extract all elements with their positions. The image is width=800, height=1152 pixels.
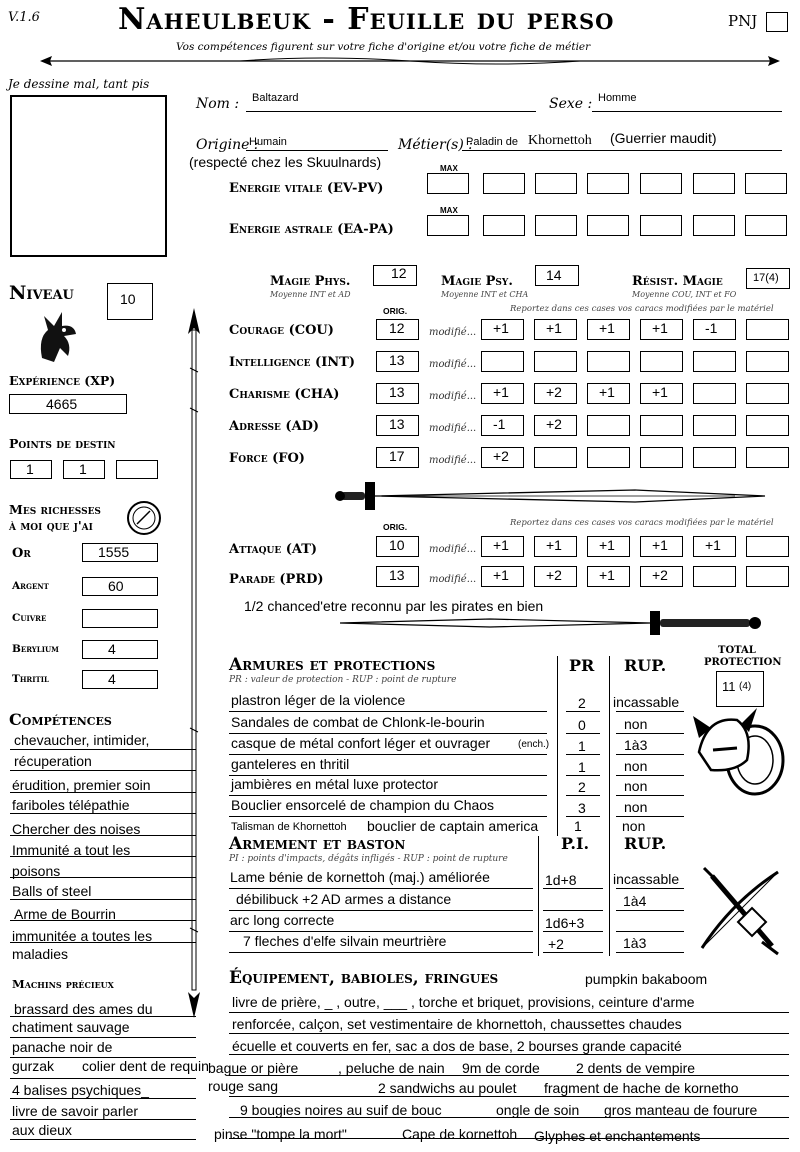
equipement-free-item: gros manteau de fourure: [604, 1102, 758, 1118]
equipement-free-item: Cape de kornettoh: [402, 1126, 518, 1142]
arme-pi-line[interactable]: [543, 888, 603, 889]
ea-box-1[interactable]: [483, 215, 525, 236]
money-label-4: Thritil: [12, 673, 49, 685]
arme-line[interactable]: [229, 952, 533, 953]
combat-mod-value-1-1: +2: [546, 567, 562, 583]
money-value-0: 1555: [98, 544, 130, 560]
ev-box-5[interactable]: [693, 173, 735, 194]
combat-mod-value-1-3: +2: [652, 567, 668, 583]
armure-rup-4: non: [624, 778, 648, 794]
armures-col-divider-2: [609, 656, 610, 836]
portrait-box[interactable]: [10, 95, 167, 257]
combat-mod-box-1-4[interactable]: [693, 566, 736, 587]
equipement-rule[interactable]: [229, 1033, 789, 1034]
carac-mod-box-2-5[interactable]: [746, 383, 789, 404]
carac-mod-value-0-1: +1: [546, 320, 562, 336]
carac-mod-box-4-3[interactable]: [640, 447, 683, 468]
money-label-2: Cuivre: [12, 612, 47, 624]
equipement-rule[interactable]: [229, 1054, 789, 1055]
arme-rup-1: 1à4: [623, 893, 647, 909]
competence-item: poisons: [12, 863, 61, 879]
equipement-free-item: fragment de hache de kornetho: [544, 1080, 739, 1096]
magie-phys-sub: Moyenne INT et AD: [270, 290, 351, 299]
equipement-title: Équipement, babioles, fringues: [229, 968, 499, 988]
carac-mod-value-2-1: +2: [546, 384, 562, 400]
metier-value-small: Paladin de: [466, 136, 518, 148]
armement-col-divider-1: [538, 836, 539, 956]
xp-value: 4665: [46, 396, 78, 412]
ev-label: Energie vitale (EV-PV): [229, 181, 384, 196]
armure-name-3: ganteleres en thritil: [231, 756, 350, 772]
combat-mod-box-1-5[interactable]: [746, 566, 789, 587]
armure-pr-line[interactable]: [566, 775, 600, 776]
competence-line[interactable]: [10, 835, 196, 836]
machins-title: Machins précieux: [12, 977, 114, 991]
carac-mod-value-0-2: +1: [599, 320, 615, 336]
ev-box-0[interactable]: [427, 173, 469, 194]
machin-line[interactable]: [10, 1119, 196, 1120]
carac-mod-box-1-4[interactable]: [693, 351, 736, 372]
carac-mod-box-1-2[interactable]: [587, 351, 630, 372]
carac-mod-box-4-1[interactable]: [534, 447, 577, 468]
weapons-icon: [692, 862, 792, 958]
carac-mod-box-3-5[interactable]: [746, 415, 789, 436]
combat-modifie-1: modifié...: [429, 574, 477, 585]
combat-label-0: Attaque (AT): [229, 542, 318, 557]
carac-mod-box-3-4[interactable]: [693, 415, 736, 436]
armure-name-0: plastron léger de la violence: [231, 692, 406, 708]
equipement-rule[interactable]: [229, 1096, 789, 1097]
arme-line[interactable]: [229, 931, 533, 932]
carac-mod-value-4-0: +2: [493, 448, 509, 464]
armement-sub: PI : points d'impacts, dégâts infligés - RUP : point de rupture: [229, 854, 508, 864]
magie-psy-label: Magie Psy.: [441, 274, 513, 289]
armure-name-1: Sandales de combat de Chlonk-le-bourin: [231, 714, 485, 730]
armure-rup-0: incassable: [613, 694, 680, 710]
ea-max-label: MAX: [440, 206, 458, 215]
sexe-label: Sexe :: [549, 96, 593, 112]
carac-mod-box-0-5[interactable]: [746, 319, 789, 340]
origine-label: Origine :: [196, 137, 259, 153]
competence-item: fariboles télépathie: [12, 797, 130, 813]
resist-magie-label: Résist. Magie: [632, 274, 723, 289]
origine-value: Humain: [249, 136, 287, 148]
combat-orig-value-0: 10: [389, 537, 405, 553]
competence-line[interactable]: [10, 856, 196, 857]
competence-item: Immunité a tout les: [12, 842, 131, 858]
dragon-icon: [34, 308, 80, 364]
arme-pi-0: 1d+8: [545, 872, 577, 888]
armure-extra-rup: non: [622, 818, 646, 834]
equipement-rule[interactable]: [229, 1012, 789, 1013]
ev-box-6[interactable]: [745, 173, 787, 194]
equipement-extra: pumpkin bakaboom: [585, 971, 708, 987]
combat-label-1: Parade (PRD): [229, 572, 324, 587]
competence-item: récuperation: [14, 753, 92, 769]
ea-label: Energie astrale (EA-PA): [229, 222, 394, 237]
ea-box-4[interactable]: [640, 215, 682, 236]
carac-mod-value-0-3: +1: [652, 320, 668, 336]
origine-note: (respecté chez les Skuulnards): [189, 154, 382, 170]
carac-mod-box-4-2[interactable]: [587, 447, 630, 468]
armure-line[interactable]: [229, 816, 547, 817]
combat-orig-label: ORIG.: [383, 522, 408, 532]
armure-rup-3: non: [624, 758, 648, 774]
niveau-label: Niveau: [9, 282, 74, 304]
combat-mod-value-0-3: +1: [652, 537, 668, 553]
ev-box-4[interactable]: [640, 173, 682, 194]
armure-pr-3: 1: [578, 759, 586, 775]
carac-mod-value-2-0: +1: [493, 384, 509, 400]
carac-mod-box-4-5[interactable]: [746, 447, 789, 468]
arme-name-2: arc long correcte: [230, 912, 335, 928]
carac-label-3: Adresse (AD): [229, 419, 320, 434]
equipement-free-item: rouge sang: [208, 1078, 279, 1094]
nom-value: Baltazard: [252, 92, 299, 104]
carac-mod-box-1-1[interactable]: [534, 351, 577, 372]
carac-label-4: Force (FO): [229, 451, 305, 466]
money-value-1: 60: [108, 578, 124, 594]
arme-line[interactable]: [229, 888, 533, 889]
armure-name-4: jambières en métal luxe protector: [231, 776, 438, 792]
spear-icon: [180, 308, 208, 1018]
carac-mod-box-3-2[interactable]: [587, 415, 630, 436]
armures-sub: PR : valeur de protection - RUP : point de rupture: [229, 675, 457, 685]
arme-rup-line[interactable]: [616, 952, 684, 953]
arme-pi-line[interactable]: [543, 910, 603, 911]
subtitle: Vos compétences figurent sur votre fiche d'origine et/ou votre fiche de métier: [176, 41, 591, 53]
carac-mod-box-1-0[interactable]: [481, 351, 524, 372]
equipement-free-item: 9 bougies noires au suif de bouc: [240, 1102, 442, 1118]
combat-modifie-0: modifié...: [429, 544, 477, 555]
armure-pr-0: 2: [578, 695, 586, 711]
arme-pi-3: +2: [548, 936, 564, 952]
arme-pi-line[interactable]: [543, 952, 603, 953]
armement-rup-header: RUP.: [624, 834, 667, 853]
armure-rup-line[interactable]: [616, 816, 684, 817]
money-box-3[interactable]: [82, 640, 158, 659]
competence-item: immunitée a toutes les: [12, 928, 153, 944]
money-label-0: Or: [12, 546, 31, 561]
equipement-free-item: ongle de soin: [496, 1102, 580, 1118]
richesses-label-2: à moi que j'ai: [9, 518, 93, 533]
competences-title: Compétences: [9, 710, 112, 729]
equipement-free-item: , peluche de nain: [338, 1060, 445, 1076]
carac-modifie-0: modifié...: [429, 327, 477, 338]
ea-box-5[interactable]: [693, 215, 735, 236]
ev-box-1[interactable]: [483, 173, 525, 194]
competence-item: chevaucher, intimider,: [14, 732, 150, 748]
carac-mod-value-3-0: -1: [493, 416, 506, 432]
destin-value-0: 1: [26, 461, 34, 477]
money-label-3: Berylium: [12, 643, 59, 655]
equipement-free-item: 2 sandwichs au poulet: [378, 1080, 517, 1096]
money-value-4: 4: [108, 671, 116, 687]
carac-mod-value-0-0: +1: [493, 320, 509, 336]
armure-extra-pr: 1: [574, 818, 582, 834]
carac-orig-value-0: 12: [389, 320, 405, 336]
ea-box-6[interactable]: [745, 215, 787, 236]
armure-extra-small: Talisman de Khornettoh: [231, 821, 347, 833]
money-value-3: 4: [108, 641, 116, 657]
armure-rup-line[interactable]: [616, 711, 684, 712]
total-protection-value: 11: [722, 679, 736, 694]
header-arrow-ornament: [40, 54, 780, 68]
ev-box-2[interactable]: [535, 173, 577, 194]
machin-item: 4 balises psychiques_: [12, 1082, 149, 1098]
machin-line[interactable]: [10, 1057, 196, 1058]
destin-label: Points de destin: [9, 436, 116, 451]
armure-pr-4: 2: [578, 779, 586, 795]
carac-orig-value-3: 13: [389, 416, 405, 432]
armures-rup-header: RUP.: [624, 656, 667, 675]
combat-mod-box-0-5[interactable]: [746, 536, 789, 557]
ea-box-3[interactable]: [587, 215, 629, 236]
armure-pr-line[interactable]: [566, 816, 600, 817]
competence-line[interactable]: [10, 920, 196, 921]
arme-name-0: Lame bénie de kornettoh (maj.) améliorée: [230, 869, 490, 885]
combat-mod-value-0-4: +1: [705, 537, 721, 553]
equipement-line: écuelle et couverts en fer, sac a dos de base, 2 bourses grande capacité: [232, 1038, 682, 1054]
carac-mod-value-3-1: +2: [546, 416, 562, 432]
machin-item: livre de savoir parler: [12, 1103, 139, 1119]
combat-mod-value-0-1: +1: [546, 537, 562, 553]
equipement-line: livre de prière, _ , outre, ___ , torche et briquet, provisions, ceinture d'arme: [232, 994, 695, 1010]
armure-rup-1: non: [624, 716, 648, 732]
arme-name-1: débilibuck +2 AD armes a distance: [236, 891, 452, 907]
armure-name-5: Bouclier ensorcelé de champion du Chaos: [231, 797, 495, 813]
resist-magie-value: 17(4): [753, 272, 779, 284]
armure-name-2: casque de métal confort léger et ouvrager: [231, 735, 491, 751]
competence-item: érudition, premier soin: [12, 777, 151, 793]
carac-mod-box-3-3[interactable]: [640, 415, 683, 436]
armures-pr-header: PR: [569, 656, 595, 675]
equipement-free-item: 2 dents de vempire: [576, 1060, 696, 1076]
armure-rup-line[interactable]: [616, 754, 684, 755]
destin-value-1: 1: [79, 461, 87, 477]
carac-orig-value-4: 17: [389, 448, 405, 464]
sword2-ornament-icon: [340, 608, 770, 638]
machin-line[interactable]: [10, 1078, 196, 1079]
armure-rup-line[interactable]: [616, 795, 684, 796]
pnj-label: PNJ: [728, 12, 758, 30]
competence-line[interactable]: [10, 749, 196, 750]
armure-rup-2: 1à3: [624, 737, 648, 753]
competence-item: Arme de Bourrin: [14, 906, 116, 922]
sword-ornament-icon: [335, 478, 775, 514]
metier-extra: (Guerrier maudit): [610, 130, 717, 146]
machin-item: colier dent de requin: [82, 1058, 209, 1074]
total-label-1: TOTAL: [718, 645, 756, 656]
armement-col-divider-2: [609, 836, 610, 956]
machin-line[interactable]: [10, 1098, 196, 1099]
pnj-checkbox[interactable]: [766, 12, 788, 32]
sexe-value: Homme: [598, 92, 637, 104]
carac-modifie-1: modifié...: [429, 359, 477, 370]
nom-label: Nom :: [196, 96, 240, 112]
xp-label: Expérience (XP): [9, 373, 116, 388]
total-label-2: PROTECTION: [704, 657, 782, 668]
competence-line[interactable]: [10, 877, 196, 878]
competence-line[interactable]: [10, 942, 196, 943]
carac-modifie-3: modifié...: [429, 423, 477, 434]
combat-report-note: Reportez dans ces cases vos caracs modifiées par le matériel: [510, 518, 774, 528]
armure-line[interactable]: [229, 733, 547, 734]
magie-phys-label: Magie Phys.: [270, 274, 351, 289]
competence-item: Balls of steel: [12, 883, 92, 899]
machin-item: aux dieux: [12, 1122, 72, 1138]
carac-orig-value-2: 13: [389, 384, 405, 400]
armement-pi-header: P.I.: [561, 834, 590, 853]
competence-line[interactable]: [10, 899, 196, 900]
money-box-4[interactable]: [82, 670, 158, 689]
magie-psy-sub: Moyenne INT et CHA: [441, 290, 529, 299]
armure-extra-name: bouclier de captain america: [367, 818, 539, 834]
magie-psy-value: 14: [546, 267, 562, 283]
carac-label-1: Intelligence (INT): [229, 355, 355, 370]
competence-line[interactable]: [10, 770, 196, 771]
carac-orig-label: ORIG.: [383, 306, 408, 316]
coin-icon: [126, 500, 162, 536]
machin-item: brassard des ames du: [14, 1001, 153, 1017]
arme-line[interactable]: [229, 910, 533, 911]
arme-pi-2: 1d6+3: [545, 915, 585, 931]
armure-rup-5: non: [624, 799, 648, 815]
magie-phys-value: 12: [391, 265, 407, 281]
combat-mod-value-0-0: +1: [493, 537, 509, 553]
equipement-free-item: 9m de corde: [462, 1060, 540, 1076]
competence-line[interactable]: [10, 792, 196, 793]
machin-item: chatiment sauvage: [12, 1019, 130, 1035]
carac-modifie-4: modifié...: [429, 455, 477, 466]
machin-item: gurzak: [12, 1058, 55, 1074]
richesses-label-1: Mes richesses: [9, 502, 101, 517]
armure-line[interactable]: [229, 711, 547, 712]
carac-label-2: Charisme (CHA): [229, 387, 340, 402]
armure-rup-line[interactable]: [616, 733, 684, 734]
equipement-line: renforcée, calçon, set vestimentaire de khornettoh, chaussettes chaudes: [232, 1016, 682, 1032]
armure-suffix-2: (ench.): [518, 739, 550, 750]
arme-pi-line[interactable]: [543, 931, 603, 932]
equipement-free-item: bague or pière: [208, 1060, 299, 1076]
ea-box-0[interactable]: [427, 215, 469, 236]
machin-item: panache noir de: [12, 1039, 113, 1055]
ea-box-2[interactable]: [535, 215, 577, 236]
carac-mod-value-0-4: -1: [705, 320, 718, 336]
equipement-free-item: pinse "tompe la mort": [214, 1126, 347, 1142]
armure-pr-line[interactable]: [566, 795, 600, 796]
carac-mod-box-2-4[interactable]: [693, 383, 736, 404]
armure-pr-line[interactable]: [566, 733, 600, 734]
niveau-value: 10: [120, 291, 136, 307]
machin-line[interactable]: [10, 1139, 196, 1140]
carac-mod-box-4-4[interactable]: [693, 447, 736, 468]
armure-pr-2: 1: [578, 738, 586, 754]
competence-item: maladies: [12, 946, 69, 962]
armures-col-divider-1: [557, 656, 558, 836]
combat-note: 1/2 chanced'etre reconnu par les pirates en bien: [244, 598, 544, 614]
armure-rup-line[interactable]: [616, 775, 684, 776]
money-label-1: Argent: [12, 580, 49, 592]
competence-line[interactable]: [10, 813, 196, 814]
combat-orig-value-1: 13: [389, 567, 405, 583]
armure-line[interactable]: [229, 754, 547, 755]
money-box-2[interactable]: [82, 609, 158, 628]
version-label: V.1.6: [8, 10, 40, 25]
armure-pr-line[interactable]: [566, 711, 600, 712]
machin-line[interactable]: [10, 1016, 196, 1017]
competence-item: Chercher des noises: [12, 821, 141, 837]
carac-report-note: Reportez dans ces cases vos caracs modifiées par le matériel: [510, 304, 774, 314]
combat-mod-value-1-0: +1: [493, 567, 509, 583]
machin-line[interactable]: [10, 1037, 196, 1038]
carac-label-0: Courage (COU): [229, 323, 334, 338]
armure-pr-5: 3: [578, 800, 586, 816]
arme-name-3: 7 fleches d'elfe silvain meurtrière: [243, 933, 447, 949]
portrait-caption: Je dessine mal, tant pis: [8, 77, 150, 91]
page-title: Naheulbeuk - Feuille du perso: [118, 2, 615, 37]
arme-rup-line[interactable]: [616, 910, 684, 911]
equipement-free-item: Glyphes et enchantements: [534, 1128, 701, 1144]
armure-line[interactable]: [229, 795, 547, 796]
total-protection-sup: (4): [739, 681, 752, 692]
carac-modifie-2: modifié...: [429, 391, 477, 402]
carac-orig-value-1: 13: [389, 352, 405, 368]
arme-rup-0: incassable: [613, 871, 680, 887]
carac-mod-value-2-2: +1: [599, 384, 615, 400]
resist-magie-sub: Moyenne COU, INT et FO: [632, 290, 737, 299]
combat-mod-value-0-2: +1: [599, 537, 615, 553]
arme-rup-3: 1à3: [623, 935, 647, 951]
arme-rup-line[interactable]: [616, 888, 684, 889]
metier-value-big: Khornettoh: [528, 133, 592, 148]
combat-mod-value-1-2: +1: [599, 567, 615, 583]
armures-title: Armures et protections: [229, 655, 436, 675]
carac-mod-box-1-3[interactable]: [640, 351, 683, 372]
destin-box-2[interactable]: [116, 460, 158, 479]
arme-rup-line[interactable]: [616, 931, 684, 932]
helmet-shield-icon: [693, 708, 789, 800]
metier-label: Métier(s) :: [398, 137, 473, 153]
ev-max-label: MAX: [440, 164, 458, 173]
armement-title: Armement et baston: [229, 834, 406, 854]
armure-pr-1: 0: [578, 717, 586, 733]
carac-mod-value-2-3: +1: [652, 384, 668, 400]
ev-box-3[interactable]: [587, 173, 629, 194]
armure-pr-line[interactable]: [566, 754, 600, 755]
carac-mod-box-1-5[interactable]: [746, 351, 789, 372]
